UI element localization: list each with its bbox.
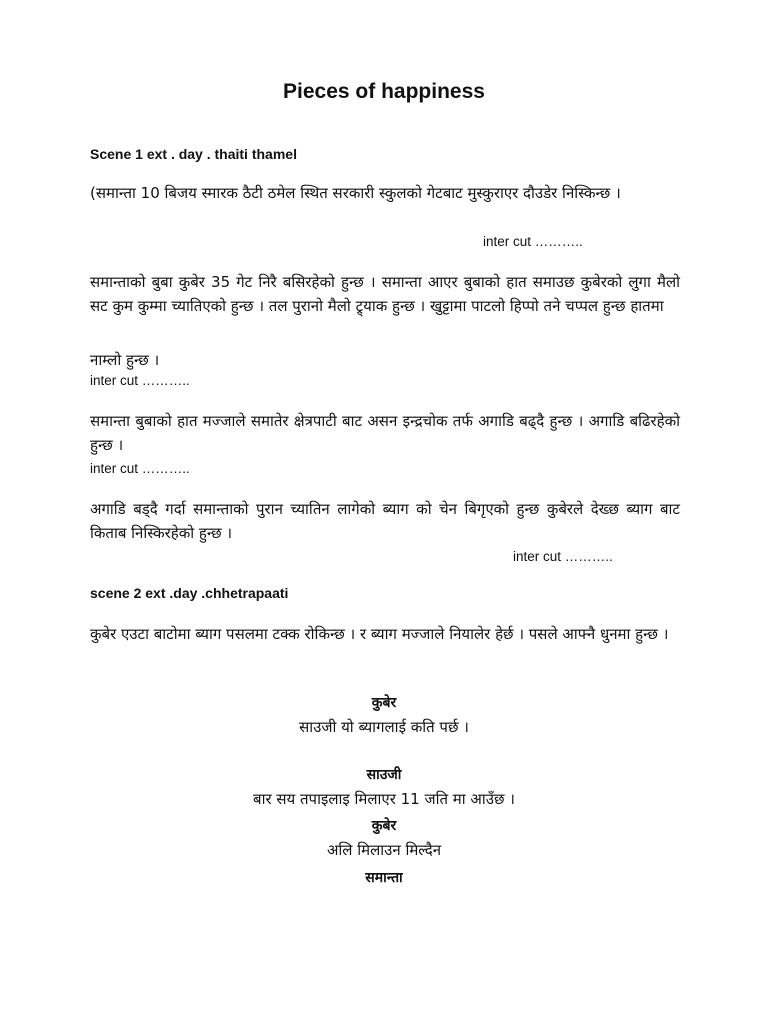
paragraph-2-end: नाम्लो हुन्छ ।: [90, 351, 160, 369]
document-title: Pieces of happiness: [283, 80, 485, 103]
intercut-1: inter cut ………..: [483, 234, 583, 249]
dialogue-line-2: बार सय तपाइलाइ मिलाएर 11 जति मा आउँछ ।: [253, 790, 515, 808]
speaker-kuber-1: कुबेर: [371, 695, 397, 711]
dialogue-line-3: अलि मिलाउन मिल्दैन: [326, 841, 442, 859]
paragraph-1: (समान्ता 10 बिजय स्मारक ठैटी ठमेल स्थित सरकारी स्कुलको गेटबाट मुस्कुराएर दौउडेर निस्किन्छ ।: [90, 184, 621, 202]
paragraph-2: समान्ताको बुबा कुबेर 35 गेट निरै बसिरहेको हुन्छ । समान्ता आएर बुबाको हात समाउछ कुबेरको लुगा मैलो सट कुम कुम्मा च्यातिएको हुन्छ । तल पुरानो मैलो ट्र्याक हुन्छ । खुट्टामा पाटलो हिप्पो तने चप्पल हुन्छ हातमा: [90, 273, 680, 315]
paragraph-3: समान्ता बुबाको हात मज्जाले समातेर क्षेत्रपाटी बाट असन इन्द्रचोक तर्फ अगाडि बढ्दै हुन्छ । अगाडि बढिरहेको हुन्छ ।: [90, 412, 680, 454]
paragraph-5: कुबेर एउटा बाटोमा ब्याग पसलमा टक्क रोकिन्छ । र ब्याग मज्जाले नियालेर हेर्छ । पसले आफ्नै धुनमा हुन्छ ।: [90, 625, 669, 643]
speaker-kuber-2: कुबेर: [371, 818, 397, 834]
scene-1-heading: Scene 1 ext . day . thaiti thamel: [90, 146, 297, 162]
intercut-3: inter cut ………..: [90, 461, 190, 476]
scene-2-heading: scene 2 ext .day .chhetrapaati: [90, 585, 289, 601]
paragraph-4: अगाडि बड्दै गर्दा समान्ताको पुरान च्यातिन लागेको ब्याग को चेन बिगृएको हुन्छ कुबेरले देख्छ ब्याग बाट किताब निस्किरहेको हुन्छ ।: [90, 500, 680, 542]
speaker-samanta: समान्ता: [365, 870, 403, 886]
intercut-2: inter cut ………..: [90, 373, 190, 388]
speaker-sauji: साउजी: [366, 767, 402, 783]
dialogue-line-1: साउजी यो ब्यागलाई कति पर्छ ।: [299, 718, 469, 736]
intercut-4: inter cut ………..: [513, 549, 613, 564]
